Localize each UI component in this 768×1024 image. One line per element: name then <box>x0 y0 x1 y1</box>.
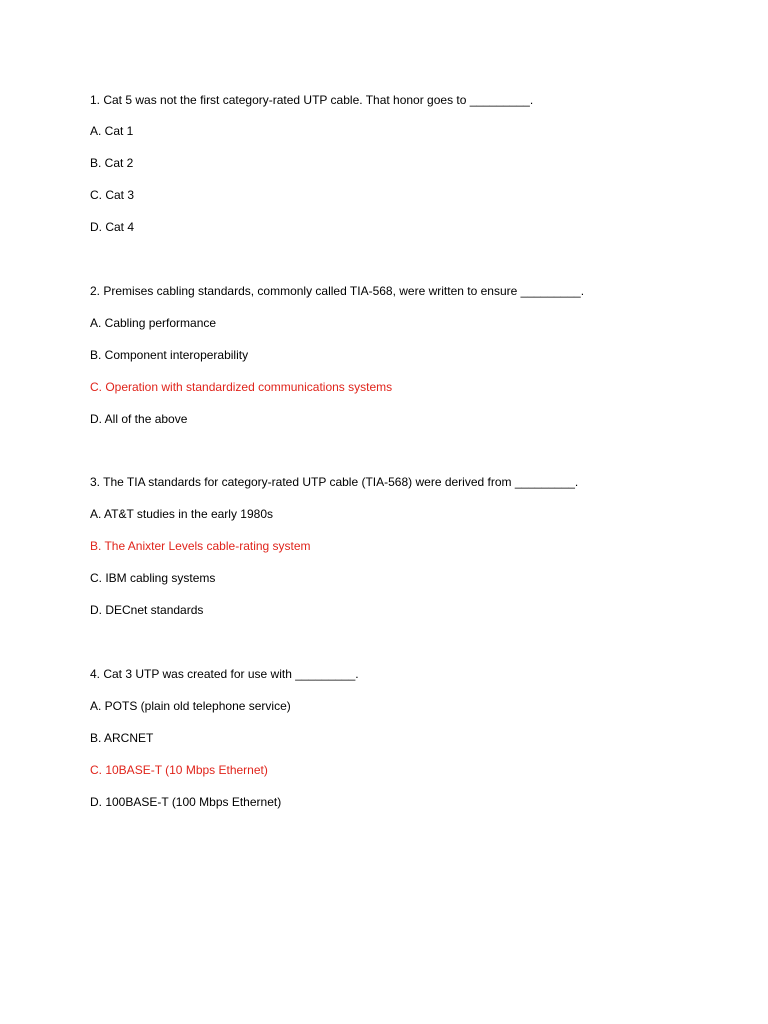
question-3-text: 3. The TIA standards for category-rated UTP cable (TIA-568) were derived from _________. <box>90 475 579 489</box>
question-4-text: 4. Cat 3 UTP was created for use with _________. <box>90 667 359 681</box>
question-3-option-b: B. The Anixter Levels cable-rating system <box>90 539 311 553</box>
question-1-option-d: D. Cat 4 <box>90 220 135 234</box>
question-2-option-d: D. All of the above <box>90 412 188 426</box>
question-1-option-b: B. Cat 2 <box>90 156 134 170</box>
question-2-option-c: C. Operation with standardized communications systems <box>90 380 393 394</box>
question-1-text: 1. Cat 5 was not the first category-rated UTP cable. That honor goes to _________. <box>90 93 534 107</box>
question-4-option-c: C. 10BASE-T (10 Mbps Ethernet) <box>90 763 268 777</box>
question-4-option-a: A. POTS (plain old telephone service) <box>90 699 291 713</box>
question-2-text: 2. Premises cabling standards, commonly called TIA-568, were written to ensure _________. <box>90 284 585 298</box>
question-3-option-c: C. IBM cabling systems <box>90 571 216 585</box>
question-1-option-c: C. Cat 3 <box>90 188 135 202</box>
question-3-option-d: D. DECnet standards <box>90 603 204 617</box>
question-4-option-b: B. ARCNET <box>90 731 154 745</box>
question-2-option-b: B. Component interoperability <box>90 348 249 362</box>
question-1-option-a: A. Cat 1 <box>90 124 134 138</box>
question-2-option-a: A. Cabling performance <box>90 316 217 330</box>
question-4-option-d: D. 100BASE-T (100 Mbps Ethernet) <box>90 795 282 809</box>
question-3-option-a: A. AT&T studies in the early 1980s <box>90 507 273 521</box>
